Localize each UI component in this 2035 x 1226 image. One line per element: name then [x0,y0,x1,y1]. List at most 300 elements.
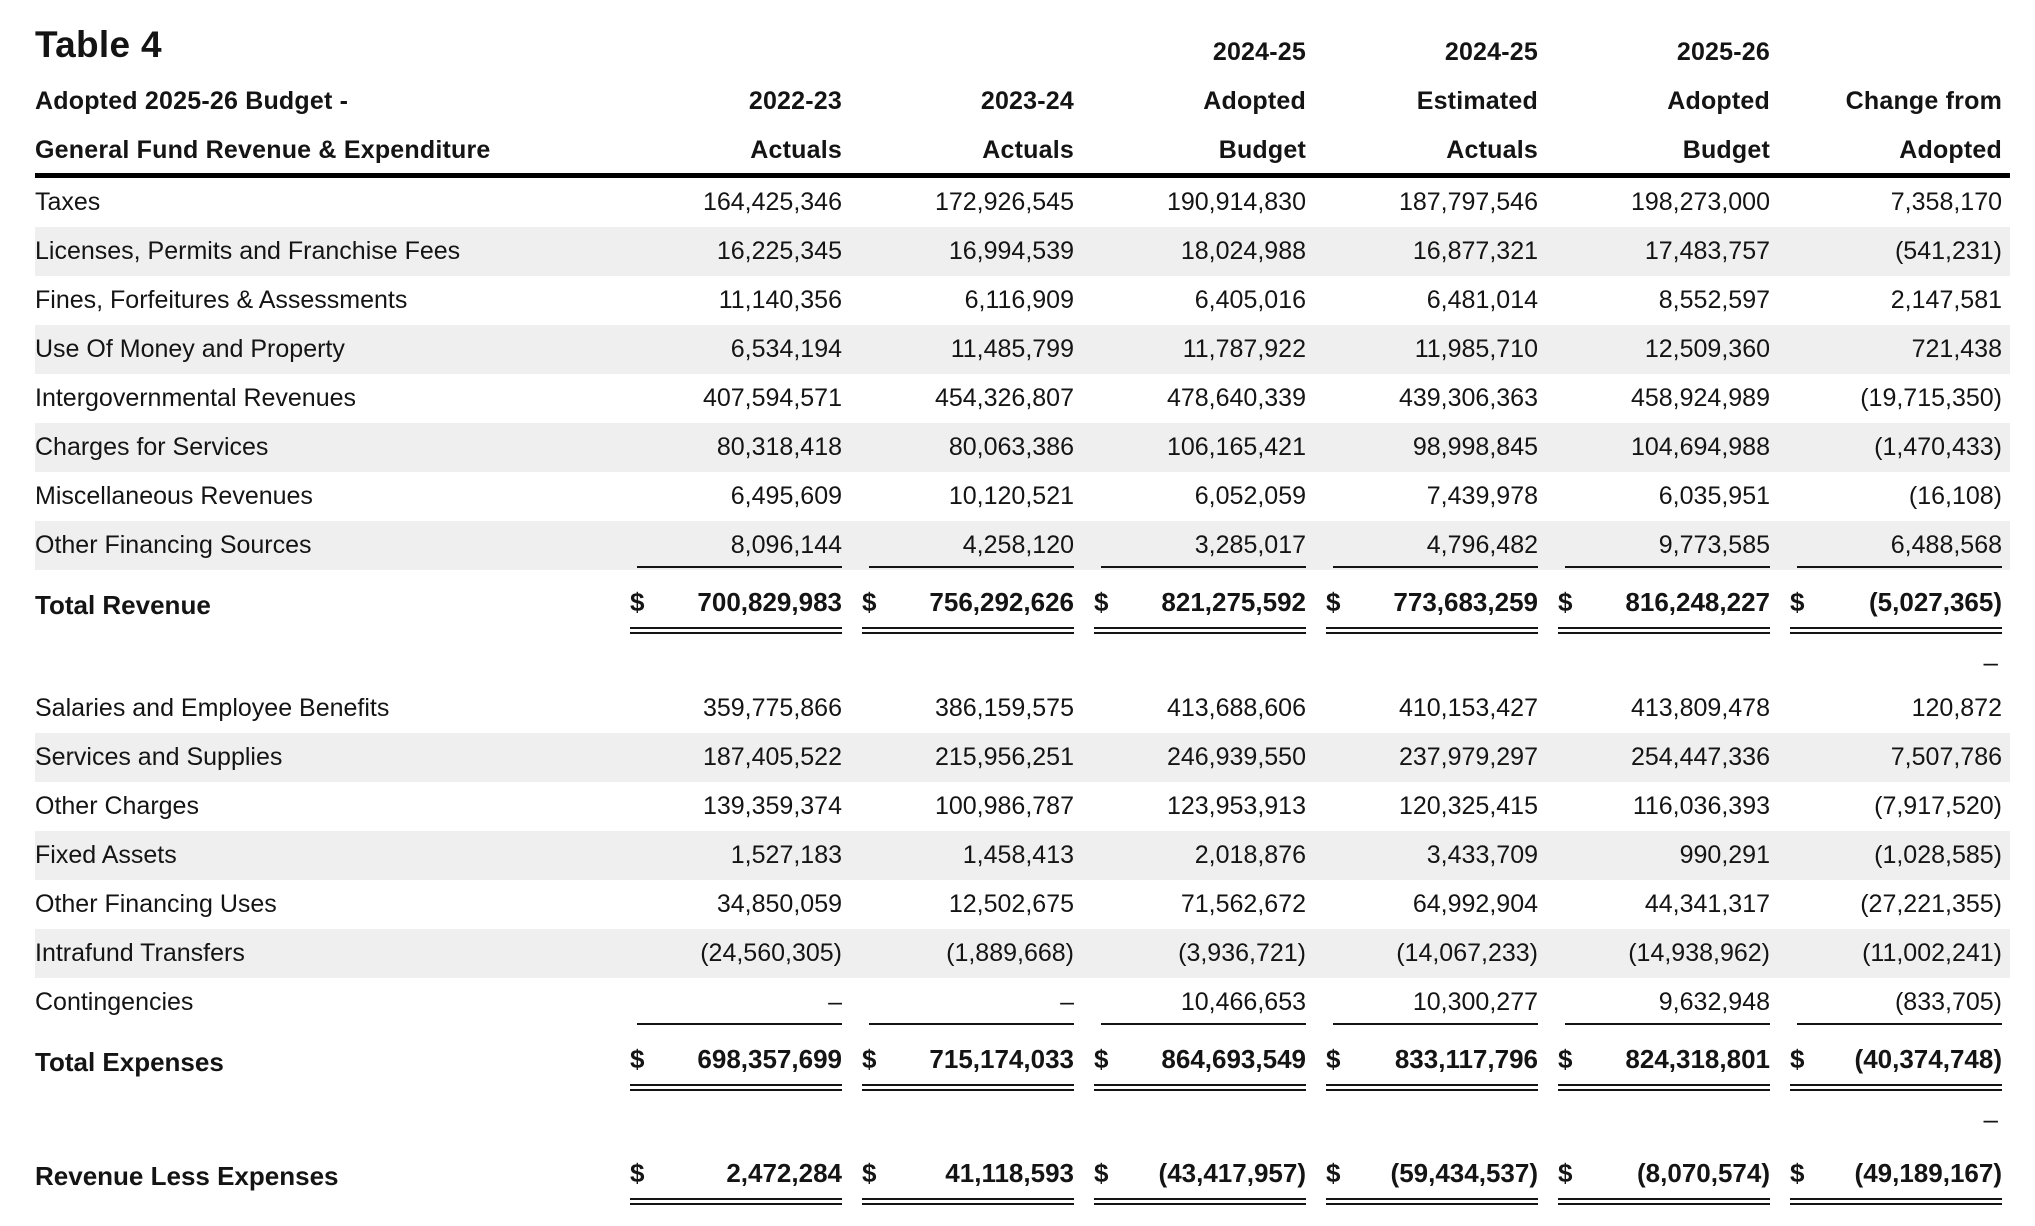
cell-value: 454,326,807 [934,384,1074,412]
total-money [1790,1044,2002,1091]
value-cell [1074,433,1306,462]
row-licenses-permits-franchise-fees [35,227,2010,276]
row-label: Other Financing Sources [35,531,312,559]
column-header-line: Adopted [1203,86,1306,115]
spacer-after-total-revenue [35,640,2010,684]
value-cell [1074,482,1306,511]
value-cell [842,841,1074,870]
total-money [862,1158,1074,1205]
cell-value: 359,775,866 [702,694,842,722]
cell-value: – [869,988,1074,1025]
total-amount: 715,174,033 [929,1043,1074,1074]
cell-value: 6,035,951 [1658,482,1770,510]
total-value-cell [1538,1034,1770,1091]
currency-symbol: $ [1790,1157,1805,1188]
value-cell [842,792,1074,821]
row-label: Other Financing Uses [35,890,277,918]
cell-value: (541,231) [1894,237,2002,265]
total-amount: 698,357,699 [697,1043,842,1074]
cell-value: 164,425,346 [702,188,842,216]
value-cell [1306,482,1538,511]
total-amount: (43,417,957) [1158,1157,1306,1188]
value-cell [1538,433,1770,462]
row-use-of-money-and-property [35,325,2010,374]
value-cell [610,531,842,560]
cell-value: 10,300,277 [1333,988,1538,1025]
value-cell [842,237,1074,266]
value-cell [1074,286,1306,315]
cell-value: 6,481,014 [1426,286,1538,314]
value-cell [1306,384,1538,413]
value-cell [842,939,1074,968]
total-money [1094,587,1306,634]
currency-symbol: $ [630,586,645,617]
cell-value: – [637,988,842,1025]
value-cell [1306,237,1538,266]
cell-value: 44,341,317 [1644,890,1770,918]
cell-value: 439,306,363 [1398,384,1538,412]
row-label: Charges for Services [35,433,269,461]
cell-value: 4,796,482 [1333,531,1538,568]
value-cell [1074,694,1306,723]
cell-value: 1,458,413 [962,841,1074,869]
column-header-line: Budget [1218,135,1306,164]
total-amount: (49,189,167) [1854,1157,2002,1188]
cell-value: 2,147,581 [1890,286,2002,314]
row-label: Total Revenue [35,589,211,620]
cell-value: (16,108) [1908,482,2002,510]
value-cell [1770,384,2002,413]
value-cell [842,743,1074,772]
value-cell [610,939,842,968]
cell-value: 34,850,059 [716,890,842,918]
total-value-cell [1306,577,1538,634]
total-money [1790,1158,2002,1205]
cell-value: (14,938,962) [1628,939,1770,967]
value-cell [610,694,842,723]
currency-symbol: $ [1094,586,1109,617]
value-cell [610,743,842,772]
total-money [1094,1044,1306,1091]
value-cell [1074,939,1306,968]
value-cell [1074,988,1306,1017]
row-label: Revenue Less Expenses [35,1160,339,1191]
cell-value: 120,325,415 [1398,792,1538,820]
total-value-cell [842,1148,1074,1205]
total-value-cell [842,577,1074,634]
row-total-expenses [35,1027,2010,1097]
cell-value: 7,507,786 [1890,743,2002,771]
row-services-and-supplies [35,733,2010,782]
total-money [862,587,1074,634]
value-cell [1074,531,1306,560]
row-label: Intergovernmental Revenues [35,384,357,412]
total-value-cell [1074,577,1306,634]
currency-symbol: $ [1558,1043,1573,1074]
cell-value: 6,534,194 [730,335,842,363]
total-amount: 833,117,796 [1394,1043,1538,1074]
cell-value: 98,998,845 [1412,433,1538,461]
table-subtitle-line2: General Fund Revenue & Expenditure [35,135,491,164]
table-title: Table 4 [35,24,162,66]
column-header-line: 2024-25 [1444,37,1538,66]
currency-symbol: $ [1558,1157,1573,1188]
value-cell [1770,237,2002,266]
total-value-cell [1074,1034,1306,1091]
cell-value: 11,485,799 [950,335,1074,363]
value-cell [842,988,1074,1017]
cell-value: (1,028,585) [1874,841,2002,869]
cell-value: 410,153,427 [1398,694,1538,722]
total-money [630,1158,842,1205]
row-fixed-assets [35,831,2010,880]
value-cell [1538,482,1770,511]
row-intrafund-transfers [35,929,2010,978]
value-cell [1306,988,1538,1017]
currency-symbol: $ [630,1157,645,1188]
cell-value: 254,447,336 [1630,743,1770,771]
cell-value: 80,318,418 [716,433,842,461]
column-header-line: 2024-25 [1212,37,1306,66]
total-amount: 41,118,593 [945,1157,1074,1188]
cell-value: 7,358,170 [1890,188,2002,216]
value-cell [610,988,842,1017]
row-label: Use Of Money and Property [35,335,345,363]
row-label: Taxes [35,188,101,216]
row-label: Fixed Assets [35,841,177,869]
row-other-charges [35,782,2010,831]
value-cell [1306,939,1538,968]
cell-value: 2,018,876 [1194,841,1306,869]
cell-value: (1,889,668) [946,939,1074,967]
cell-value: 407,594,571 [702,384,842,412]
value-cell [1306,531,1538,560]
value-cell [1538,237,1770,266]
cell-value: 10,466,653 [1101,988,1306,1025]
currency-symbol: $ [1094,1043,1109,1074]
column-header-2024-25-estimated-actuals [1306,16,1538,163]
total-amount: (40,374,748) [1854,1043,2002,1074]
value-cell [1770,694,2002,723]
cell-value: 721,438 [1911,335,2002,363]
total-amount: 2,472,284 [726,1157,842,1188]
cell-value: 9,773,585 [1565,531,1770,568]
row-contingencies [35,978,2010,1027]
column-header-2025-26-adopted-budget [1538,16,1770,163]
cell-value: 4,258,120 [869,531,1074,568]
row-label: Miscellaneous Revenues [35,482,313,510]
cell-value: (19,715,350) [1860,384,2002,412]
value-cell [1770,939,2002,968]
column-header-line: Change from [1845,86,2002,115]
value-cell [610,237,842,266]
total-value-cell [1770,1034,2002,1091]
cell-value: 187,797,546 [1398,188,1538,216]
table-subtitle-line1: Adopted 2025-26 Budget - [35,86,349,115]
cell-value: (11,002,241) [1862,939,2002,967]
cell-value: 11,140,356 [718,286,842,314]
cell-value: 12,502,675 [948,890,1074,918]
total-amount: (5,027,365) [1869,586,2002,617]
cell-value: 100,986,787 [934,792,1074,820]
cell-value: 8,552,597 [1658,286,1770,314]
table-header [35,16,2010,178]
value-cell [1074,188,1306,217]
value-cell [1538,694,1770,723]
cell-value: (1,470,433) [1874,433,2002,461]
cell-value: 16,994,539 [948,237,1074,265]
value-cell [1770,188,2002,217]
value-cell [1074,384,1306,413]
table-body [35,178,2010,1211]
cell-value: 3,285,017 [1101,531,1306,568]
cell-value: 6,405,016 [1194,286,1306,314]
spacer-cell: – [1983,646,1998,677]
spacer-cell: – [1983,1103,1998,1134]
cell-value: 386,159,575 [934,694,1074,722]
value-cell [1306,694,1538,723]
cell-value: 123,953,913 [1166,792,1306,820]
currency-symbol: $ [862,586,877,617]
spacer-after-total-expenses [35,1097,2010,1141]
value-cell [610,890,842,919]
value-cell [1538,841,1770,870]
total-value-cell [1770,1148,2002,1205]
value-cell [1306,286,1538,315]
row-label: Total Expenses [35,1046,224,1077]
cell-value: 215,956,251 [934,743,1074,771]
value-cell [1770,841,2002,870]
table-title-block [35,16,610,163]
total-value-cell [1306,1034,1538,1091]
column-header-change-from-adopted [1770,16,2002,163]
value-cell [610,335,842,364]
total-money [1558,1158,1770,1205]
column-header-2022-23-actuals [610,16,842,163]
total-amount: 816,248,227 [1625,586,1770,617]
row-label: Intrafund Transfers [35,939,245,967]
currency-symbol: $ [1094,1157,1109,1188]
cell-value: 413,688,606 [1166,694,1306,722]
cell-value: 6,116,909 [964,286,1074,314]
cell-value: 1,527,183 [730,841,842,869]
cell-value: 458,924,989 [1630,384,1770,412]
value-cell [610,384,842,413]
total-money [1326,1158,1538,1205]
cell-value: 6,488,568 [1797,531,2002,568]
value-cell [1074,335,1306,364]
row-other-financing-sources [35,521,2010,570]
cell-value: 9,632,948 [1565,988,1770,1025]
total-money [862,1044,1074,1091]
currency-symbol: $ [1558,586,1573,617]
total-value-cell [610,1034,842,1091]
cell-value: 187,405,522 [702,743,842,771]
total-value-cell [1538,1148,1770,1205]
value-cell [1074,841,1306,870]
column-header-2023-24-actuals [842,16,1074,163]
cell-value: 16,225,345 [716,237,842,265]
cell-value: 413,809,478 [1630,694,1770,722]
row-other-financing-uses [35,880,2010,929]
cell-value: (833,705) [1797,988,2002,1025]
value-cell [842,482,1074,511]
total-money [630,1044,842,1091]
total-value-cell [610,577,842,634]
total-money [1326,587,1538,634]
cell-value: 18,024,988 [1180,237,1306,265]
total-amount: 773,683,259 [1393,586,1538,617]
value-cell [1538,188,1770,217]
value-cell [1538,335,1770,364]
currency-symbol: $ [1790,586,1805,617]
currency-symbol: $ [630,1043,645,1074]
cell-value: 478,640,339 [1166,384,1306,412]
currency-symbol: $ [1790,1043,1805,1074]
cell-value: (7,917,520) [1874,792,2002,820]
value-cell [1306,188,1538,217]
value-cell [1538,743,1770,772]
cell-value: 71,562,672 [1180,890,1306,918]
value-cell [1770,531,2002,560]
value-cell [1306,433,1538,462]
value-cell [1538,286,1770,315]
cell-value: 6,495,609 [730,482,842,510]
total-amount: 821,275,592 [1161,586,1306,617]
column-header-line: Actuals [982,135,1074,164]
column-header-line: 2022-23 [748,86,842,115]
row-label: Salaries and Employee Benefits [35,694,390,722]
column-header-line: 2025-26 [1676,37,1770,66]
value-cell [610,482,842,511]
total-amount: 864,693,549 [1161,1043,1306,1074]
value-cell [1770,433,2002,462]
cell-value: 106,165,421 [1166,433,1306,461]
row-taxes [35,178,2010,227]
value-cell [1770,792,2002,821]
currency-symbol: $ [1326,1043,1341,1074]
cell-value: (3,936,721) [1178,939,1306,967]
total-amount: (59,434,537) [1390,1157,1538,1188]
column-header-line: Budget [1682,135,1770,164]
currency-symbol: $ [1326,586,1341,617]
total-value-cell [610,1148,842,1205]
row-miscellaneous-revenues [35,472,2010,521]
currency-symbol: $ [862,1043,877,1074]
cell-value: (24,560,305) [700,939,842,967]
value-cell [1538,890,1770,919]
value-cell [842,384,1074,413]
value-cell [1306,335,1538,364]
cell-value: 10,120,521 [948,482,1074,510]
total-money [1094,1158,1306,1205]
total-money [1326,1044,1538,1091]
cell-value: 17,483,757 [1644,237,1770,265]
cell-value: 237,979,297 [1398,743,1538,771]
row-charges-for-services [35,423,2010,472]
value-cell [1306,743,1538,772]
value-cell [610,188,842,217]
currency-symbol: $ [862,1157,877,1188]
value-cell [1074,890,1306,919]
value-cell [1074,743,1306,772]
total-amount: 756,292,626 [929,586,1074,617]
column-header-line: Adopted [1899,135,2002,164]
value-cell [1770,988,2002,1017]
value-cell [1306,841,1538,870]
cell-value: 3,433,709 [1426,841,1538,869]
cell-value: 80,063,386 [948,433,1074,461]
cell-value: 7,439,978 [1426,482,1538,510]
value-cell [842,286,1074,315]
value-cell [842,433,1074,462]
cell-value: 190,914,830 [1166,188,1306,216]
value-cell [610,841,842,870]
total-value-cell [1306,1148,1538,1205]
column-header-2024-25-adopted-budget [1074,16,1306,163]
value-cell [1770,890,2002,919]
cell-value: 6,052,059 [1194,482,1306,510]
total-amount: (8,070,574) [1637,1157,1770,1188]
value-cell [842,188,1074,217]
value-cell [610,433,842,462]
column-header-line: Actuals [1446,135,1538,164]
total-money [1790,587,2002,634]
total-money [1558,1044,1770,1091]
cell-value: 172,926,545 [934,188,1074,216]
value-cell [1074,792,1306,821]
cell-value: 139,359,374 [702,792,842,820]
total-money [1558,587,1770,634]
value-cell [1538,531,1770,560]
value-cell [1770,482,2002,511]
total-amount: 824,318,801 [1625,1043,1770,1074]
total-value-cell [1770,577,2002,634]
value-cell [1538,988,1770,1017]
value-cell [1074,237,1306,266]
column-header-line: Actuals [750,135,842,164]
total-value-cell [1074,1148,1306,1205]
total-value-cell [1538,577,1770,634]
row-label: Contingencies [35,988,194,1016]
value-cell [610,286,842,315]
row-revenue-less-expenses [35,1141,2010,1211]
cell-value: 8,096,144 [637,531,842,568]
row-label: Other Charges [35,792,199,820]
cell-value: 990,291 [1679,841,1770,869]
row-intergovernmental-revenues [35,374,2010,423]
value-cell [842,890,1074,919]
cell-value: 198,273,000 [1630,188,1770,216]
cell-value: 104,694,988 [1630,433,1770,461]
total-money [630,587,842,634]
value-cell [1306,792,1538,821]
cell-value: 116,036,393 [1632,792,1770,820]
row-label: Licenses, Permits and Franchise Fees [35,237,461,265]
cell-value: (27,221,355) [1860,890,2002,918]
value-cell [1538,792,1770,821]
cell-value: 246,939,550 [1166,743,1306,771]
cell-value: 16,877,321 [1412,237,1538,265]
currency-symbol: $ [1326,1157,1341,1188]
cell-value: 11,985,710 [1414,335,1538,363]
value-cell [1770,286,2002,315]
value-cell [1538,384,1770,413]
value-cell [1770,335,2002,364]
row-label: Fines, Forfeitures & Assessments [35,286,408,314]
cell-value: 11,787,922 [1182,335,1306,363]
value-cell [610,792,842,821]
